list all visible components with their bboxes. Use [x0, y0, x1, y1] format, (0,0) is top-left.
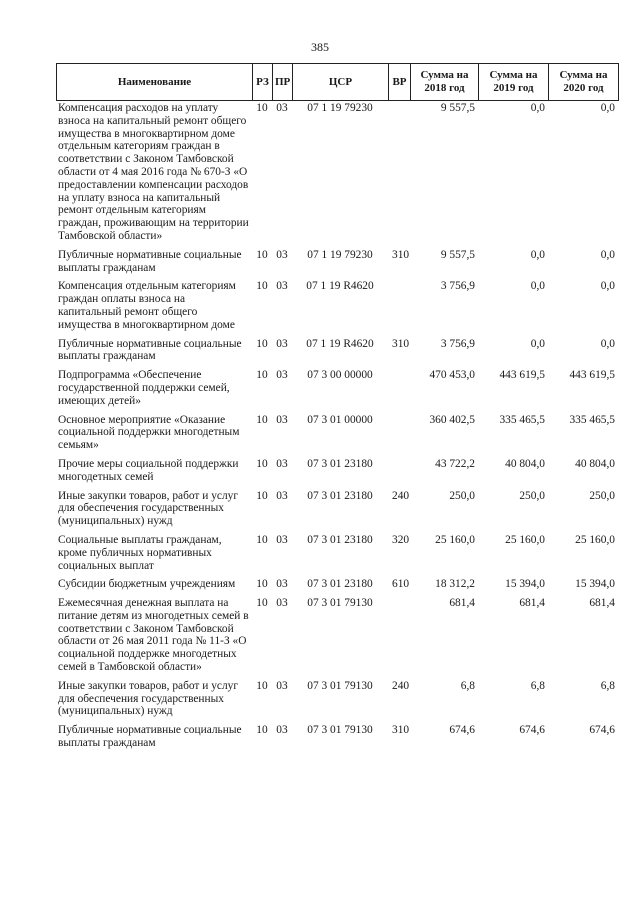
page-number: 385 — [311, 40, 329, 54]
row-sum-2020: 335 465,5 — [569, 413, 615, 426]
table-row — [56, 369, 618, 413]
header-name: Наименование — [57, 64, 253, 101]
row-name: Субсидии бюджетным учреждениям — [58, 578, 236, 591]
row-csr: 07 3 01 23180 — [307, 457, 373, 470]
table-row — [56, 680, 618, 724]
row-sum-2018: 470 453,0 — [429, 369, 475, 382]
row-name: Подпрограмма «Обеспечение государственной поддержки семей, имеющих детей» — [58, 369, 230, 407]
row-sum-2018: 3 756,9 — [440, 280, 475, 293]
row-pr: 03 — [276, 248, 288, 261]
row-pr: 03 — [276, 489, 288, 502]
header-pr: ПР — [273, 64, 293, 101]
row-rz: 10 — [256, 578, 268, 591]
row-pr: 03 — [276, 679, 288, 692]
row-sum-2020: 0,0 — [600, 280, 615, 293]
row-csr: 07 3 01 79130 — [307, 724, 373, 737]
row-sum-2019: 15 394,0 — [505, 578, 545, 591]
row-csr: 07 3 01 23180 — [307, 489, 373, 502]
row-pr: 03 — [276, 280, 288, 293]
table-body — [56, 102, 618, 756]
row-sum-2018: 250,0 — [449, 489, 475, 502]
row-csr: 07 3 01 79130 — [307, 597, 373, 610]
row-sum-2020: 681,4 — [589, 597, 615, 610]
row-csr: 07 1 19 R4620 — [306, 280, 374, 293]
row-csr: 07 3 01 00000 — [307, 413, 373, 426]
row-pr: 03 — [276, 533, 288, 546]
row-rz: 10 — [256, 724, 268, 737]
row-sum-2020: 0,0 — [600, 248, 615, 261]
header-sum-2020: Сумма на 2020 год — [549, 64, 619, 101]
row-vr: 610 — [392, 578, 410, 591]
row-pr: 03 — [276, 369, 288, 382]
row-name: Иные закупки товаров, работ и услуг для обеспечения государственных (муниципальных) нужд — [58, 489, 239, 528]
row-sum-2019: 335 465,5 — [499, 413, 545, 426]
row-sum-2020: 443 619,5 — [569, 369, 615, 382]
row-vr: 310 — [392, 724, 410, 737]
budget-table — [56, 102, 618, 756]
row-pr: 03 — [276, 597, 288, 610]
header-sum-2019: Сумма на 2019 год — [479, 64, 549, 101]
row-rz: 10 — [256, 337, 268, 350]
row-sum-2018: 6,8 — [460, 679, 475, 692]
row-name: Иные закупки товаров, работ и услуг для обеспечения государственных (муниципальных) нужд — [58, 679, 239, 718]
row-pr: 03 — [276, 457, 288, 470]
row-vr: 240 — [392, 679, 410, 692]
row-sum-2019: 250,0 — [519, 489, 545, 502]
row-vr — [388, 597, 410, 680]
table-row — [56, 338, 618, 370]
header-vr: ВР — [389, 64, 411, 101]
row-csr: 07 3 00 00000 — [307, 369, 373, 382]
table-row — [56, 534, 618, 578]
table-row — [56, 724, 618, 756]
row-vr: 320 — [392, 533, 410, 546]
row-vr: 240 — [392, 489, 410, 502]
row-name: Социальные выплаты гражданам, кроме публичных нормативных социальных выплат — [58, 533, 222, 572]
row-vr — [388, 414, 410, 458]
row-pr: 03 — [276, 102, 288, 114]
table-row — [56, 597, 618, 680]
row-sum-2020: 40 804,0 — [575, 457, 615, 470]
row-sum-2019: 674,6 — [519, 724, 545, 737]
row-pr: 03 — [276, 578, 288, 591]
row-csr: 07 1 19 79230 — [307, 102, 373, 114]
row-sum-2018: 9 557,5 — [440, 248, 475, 261]
row-sum-2019: 0,0 — [530, 337, 545, 350]
row-name: Публичные нормативные социальные выплаты гражданам — [58, 724, 242, 750]
row-csr: 07 3 01 23180 — [307, 533, 373, 546]
row-name: Ежемесячная денежная выплата на питание детям из многодетных семей в соответствии с Законом Тамбовской области от 26 мая 2011 года № 11-З «О социальной поддержке многодетных семей в Тамбовской области» — [58, 597, 249, 674]
row-pr: 03 — [276, 413, 288, 426]
row-csr: 07 3 01 23180 — [307, 578, 373, 591]
row-name: Публичные нормативные социальные выплаты гражданам — [58, 337, 242, 363]
table-row — [56, 249, 618, 281]
row-vr: 310 — [392, 337, 410, 350]
row-vr: 310 — [392, 248, 410, 261]
row-rz: 10 — [256, 248, 268, 261]
row-rz: 10 — [256, 597, 268, 610]
row-pr: 03 — [276, 337, 288, 350]
row-name: Прочие меры социальной поддержки многодетных семей — [58, 457, 239, 483]
row-name: Основное мероприятие «Оказание социальной поддержки многодетным семьям» — [58, 413, 240, 452]
row-sum-2018: 25 160,0 — [435, 533, 475, 546]
row-sum-2018: 681,4 — [449, 597, 475, 610]
row-sum-2018: 674,6 — [449, 724, 475, 737]
row-name: Компенсация отдельным категориям граждан оплаты взноса на капитальный ремонт общего имущества в многоквартирном доме — [58, 280, 236, 331]
row-sum-2020: 6,8 — [600, 679, 615, 692]
row-sum-2020: 250,0 — [589, 489, 615, 502]
header-rz: РЗ — [253, 64, 273, 101]
row-rz: 10 — [256, 679, 268, 692]
row-sum-2019: 25 160,0 — [505, 533, 545, 546]
row-sum-2019: 0,0 — [530, 280, 545, 293]
row-sum-2018: 360 402,5 — [429, 413, 475, 426]
row-vr — [388, 458, 410, 490]
table-row — [56, 490, 618, 534]
row-sum-2018: 3 756,9 — [440, 337, 475, 350]
row-csr: 07 3 01 79130 — [307, 679, 373, 692]
row-sum-2019: 443 619,5 — [499, 369, 545, 382]
row-name: Публичные нормативные социальные выплаты гражданам — [58, 248, 242, 274]
table-row — [56, 578, 618, 597]
row-sum-2019: 40 804,0 — [505, 457, 545, 470]
row-sum-2019: 0,0 — [530, 248, 545, 261]
row-vr — [388, 102, 410, 249]
row-rz: 10 — [256, 413, 268, 426]
row-sum-2019: 681,4 — [519, 597, 545, 610]
row-rz: 10 — [256, 102, 268, 114]
table-row — [56, 414, 618, 458]
row-sum-2020: 674,6 — [589, 724, 615, 737]
table-row — [56, 102, 618, 249]
row-name: Компенсация расходов на уплату взноса на капитальный ремонт общего имущества в многоквартирном доме отдельным категориям граждан в соответствии с Законом Тамбовской области от 4 мая 2016 года № 670-З «О предоставлении компенсации расходов на уплату взноса на капитальный ремонт отдельным категориям граждан, проживающим на территории Тамбовской области» — [58, 102, 249, 242]
row-sum-2020: 25 160,0 — [575, 533, 615, 546]
table-header — [56, 63, 619, 101]
row-rz: 10 — [256, 489, 268, 502]
table-row — [56, 458, 618, 490]
row-vr — [388, 280, 410, 337]
row-rz: 10 — [256, 369, 268, 382]
row-sum-2020: 0,0 — [600, 337, 615, 350]
table-row — [56, 280, 618, 337]
row-pr: 03 — [276, 724, 288, 737]
row-sum-2020: 15 394,0 — [575, 578, 615, 591]
row-csr: 07 1 19 79230 — [307, 248, 373, 261]
header-sum-2018: Сумма на 2018 год — [411, 64, 479, 101]
row-sum-2019: 6,8 — [530, 679, 545, 692]
row-sum-2018: 18 312,2 — [435, 578, 475, 591]
row-sum-2018: 9 557,5 — [440, 102, 475, 114]
row-rz: 10 — [256, 280, 268, 293]
row-sum-2019: 0,0 — [530, 102, 545, 114]
header-csr: ЦСР — [293, 64, 389, 101]
row-rz: 10 — [256, 457, 268, 470]
row-sum-2020: 0,0 — [600, 102, 615, 114]
row-vr — [388, 369, 410, 413]
row-sum-2018: 43 722,2 — [435, 457, 475, 470]
row-rz: 10 — [256, 533, 268, 546]
row-csr: 07 1 19 R4620 — [306, 337, 374, 350]
